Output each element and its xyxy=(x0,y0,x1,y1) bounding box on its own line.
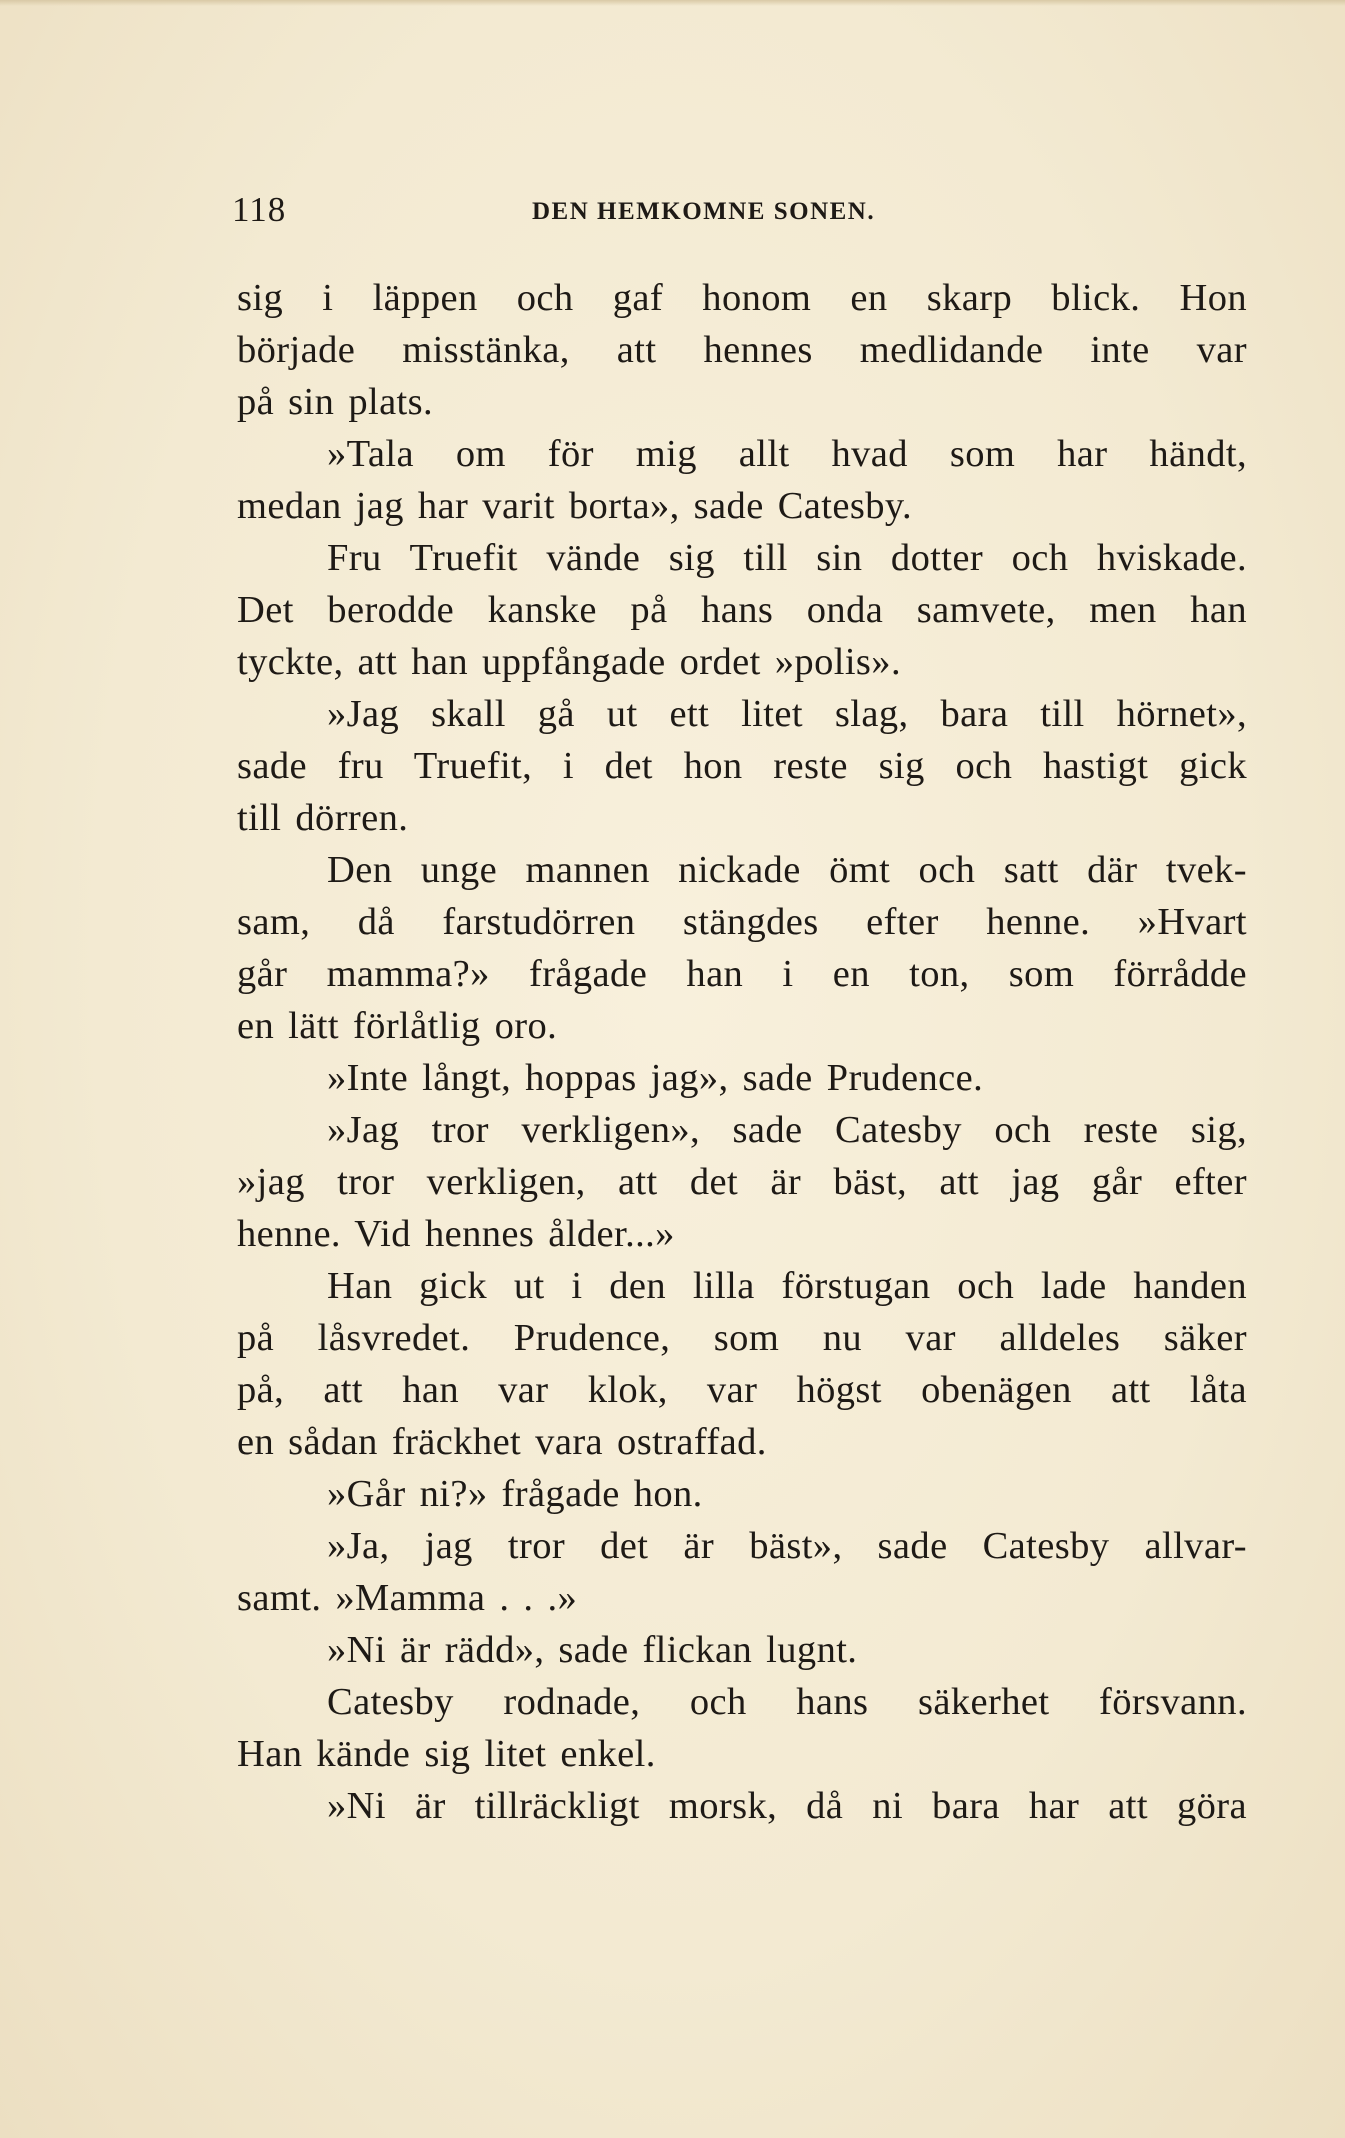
text-line: medan jag har varit borta», sade Catesby. xyxy=(237,485,913,527)
text-line: Den unge mannen nickade ömt och satt där tvek- xyxy=(327,849,1247,891)
text-line: en lätt förlåtlig oro. xyxy=(237,1005,558,1047)
text-line: »Jag skall gå ut ett litet slag, bara till hörnet», xyxy=(327,693,1247,735)
text-line: »Ja, jag tror det är bäst», sade Catesby allvar- xyxy=(327,1525,1247,1567)
text-line: »Går ni?» frågade hon. xyxy=(327,1473,703,1515)
running-title: DEN HEMKOMNE SONEN. xyxy=(532,198,876,225)
text-line: »jag tror verkligen, att det är bäst, att jag går efter xyxy=(237,1161,1247,1203)
text-line: går mamma?» frågade han i en ton, som förrådde xyxy=(237,953,1247,995)
text-line: sig i läppen och gaf honom en skarp blick. Hon xyxy=(237,277,1247,319)
text-line: började misstänka, att hennes medlidande inte var xyxy=(237,329,1247,371)
text-line: Han kände sig litet enkel. xyxy=(237,1733,656,1775)
running-head xyxy=(232,190,947,240)
page-top-edge xyxy=(0,0,1345,6)
text-line: på sin plats. xyxy=(237,381,434,423)
page-number: 118 xyxy=(232,190,287,229)
text-line: på, att han var klok, var högst obenägen att låta xyxy=(237,1369,1247,1411)
text-line: samt. »Mamma . . .» xyxy=(237,1577,578,1619)
text-line: till dörren. xyxy=(237,797,409,839)
text-line: »Inte långt, hoppas jag», sade Prudence. xyxy=(327,1057,984,1099)
text-line: Han gick ut i den lilla förstugan och lade handen xyxy=(327,1265,1247,1307)
text-line: Catesby rodnade, och hans säkerhet försvann. xyxy=(327,1681,1247,1723)
text-line: Fru Truefit vände sig till sin dotter och hviskade. xyxy=(327,537,1247,579)
body-text xyxy=(237,272,1247,1832)
text-line: på låsvredet. Prudence, som nu var alldeles säker xyxy=(237,1317,1247,1359)
text-line: sade fru Truefit, i det hon reste sig och hastigt gick xyxy=(237,745,1247,787)
text-line: tyckte, att han uppfångade ordet »polis». xyxy=(237,641,901,683)
text-line: »Ni är rädd», sade flickan lugnt. xyxy=(327,1629,858,1671)
text-line: sam, då farstudörren stängdes efter henne. »Hvart xyxy=(237,901,1247,943)
text-line: »Jag tror verkligen», sade Catesby och reste sig, xyxy=(327,1109,1247,1151)
text-line: Det berodde kanske på hans onda samvete, men han xyxy=(237,589,1247,631)
text-line: en sådan fräckhet vara ostraffad. xyxy=(237,1421,767,1463)
text-line: »Ni är tillräckligt morsk, då ni bara har att göra xyxy=(327,1785,1247,1827)
text-line: henne. Vid hennes ålder...» xyxy=(237,1213,675,1255)
text-line: »Tala om för mig allt hvad som har händt, xyxy=(327,433,1247,475)
